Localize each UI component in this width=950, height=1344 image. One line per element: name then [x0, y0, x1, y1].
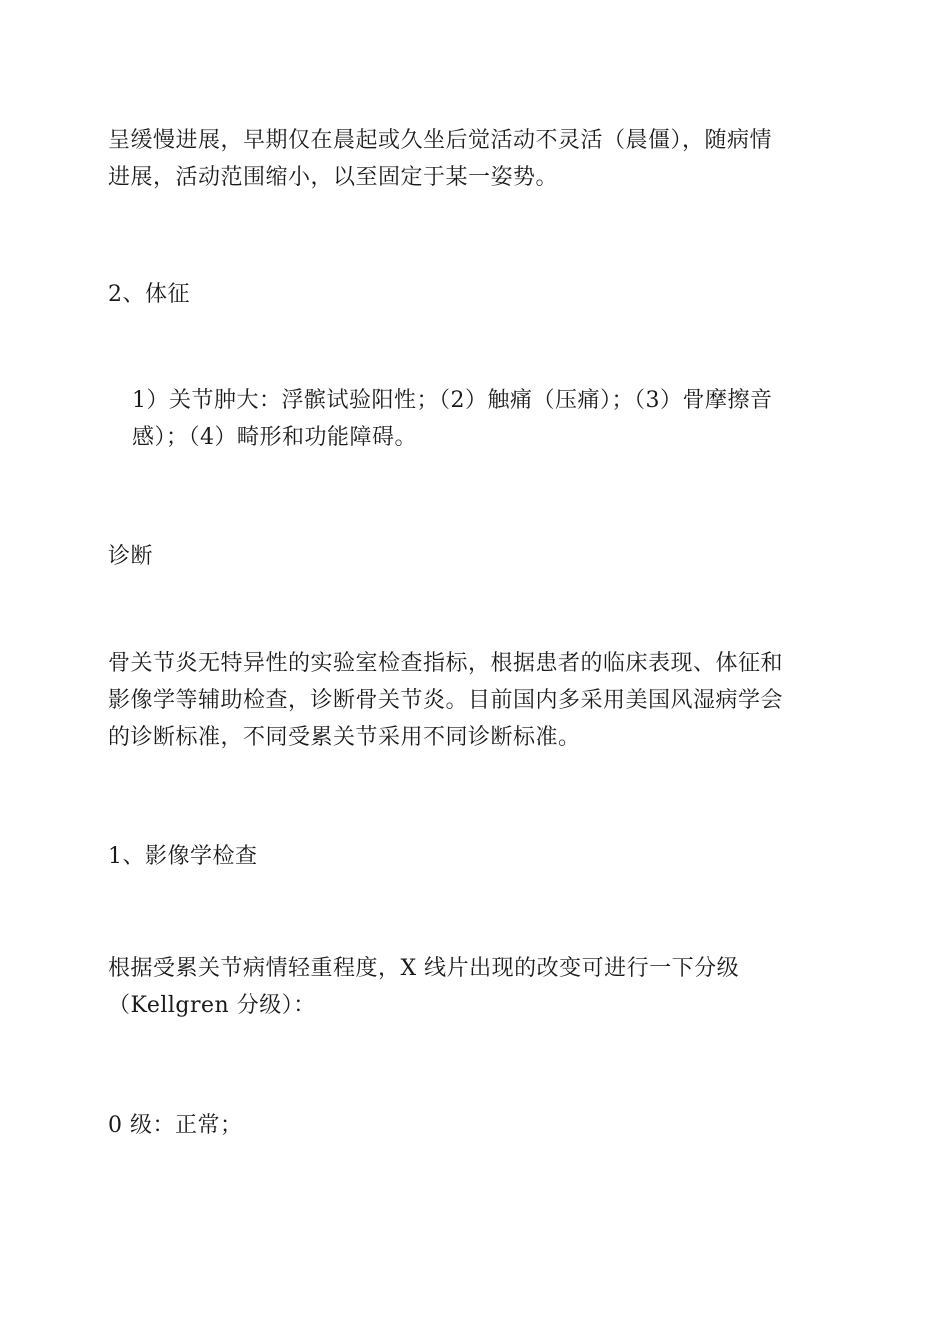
paragraph-diagnosis: [108, 645, 838, 756]
heading-diagnosis: 诊断: [108, 544, 154, 569]
paragraph-line: 影像学等辅助检查，诊断骨关节炎。目前国内多采用美国风湿病学会: [108, 688, 784, 713]
paragraph-line: 骨关节炎无特异性的实验室检查指标，根据患者的临床表现、体征和: [108, 651, 784, 676]
heading-signs: 2、体征: [108, 282, 190, 307]
paragraph-grade-0: 0 级：正常；: [108, 1113, 243, 1138]
paragraph-line: 感）；（4）畸形和功能障碍。: [132, 425, 417, 450]
heading-imaging: 1、影像学检查: [108, 844, 258, 869]
paragraph-line: 呈缓慢进展，早期仅在晨起或久坐后觉活动不灵活（晨僵），随病情: [108, 128, 773, 153]
paragraph-line: 进展，活动范围缩小，以至固定于某一姿势。: [108, 165, 559, 190]
paragraph-line: 1）关节肿大：浮髌试验阳性；（2）触痛（压痛）；（3）骨摩擦音: [132, 388, 773, 413]
paragraph-line: （Kellgren 分级）：: [108, 993, 316, 1018]
paragraph-line: 根据受累关节病情轻重程度，X 线片出现的改变可进行一下分级: [108, 956, 740, 981]
paragraph-progression: [108, 122, 838, 196]
paragraph-signs-list: [132, 382, 838, 456]
paragraph-kellgren: [108, 950, 838, 1024]
paragraph-line: 的诊断标准，不同受累关节采用不同诊断标准。: [108, 725, 581, 750]
